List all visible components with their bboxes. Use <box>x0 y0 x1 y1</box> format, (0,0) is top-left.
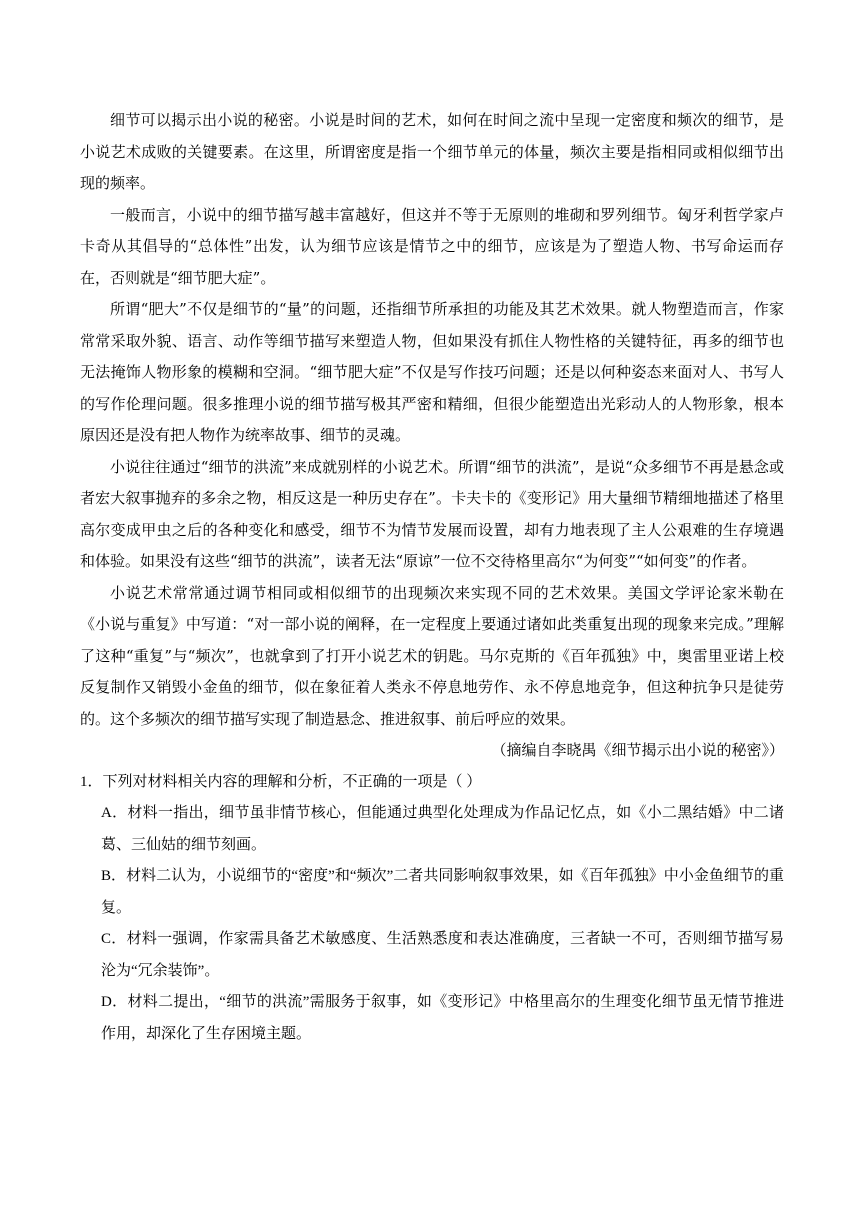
option-a[interactable]: A．材料一指出，细节虽非情节核心，但能通过典型化处理成为作品记忆点，如《小二黑结婚》中二诸葛、三仙姑的细节刻画。 <box>101 805 784 853</box>
article-paragraph-1: 细节可以揭示出小说的秘密。小说是时间的艺术，如何在时间之流中呈现一定密度和频次的细节，是小说艺术成败的关键要素。在这里，所谓密度是指一个细节单元的体量，频次主要是指相同或相似细节出现的频率。 <box>80 111 784 192</box>
article-paragraph-3: 所谓“肥大”不仅是细节的“量”的问题，还指细节所承担的功能及其艺术效果。就人物塑造而言，作家常常采取外貌、语言、动作等细节描写来塑造人物，但如果没有抓住人物性格的关键特征，再多的细节也无法掩饰人物形象的模糊和空洞。“细节肥大症”不仅是写作技巧问题；还是以何种姿态来面对人、书写人的写作伦理问题。很多推理小说的细节描写极其严密和精细，但很少能塑造出光彩动人的人物形象，根本原因还是没有把人物作为统率故事、细节的灵魂。 <box>80 300 784 444</box>
article-paragraph-2: 一般而言，小说中的细节描写越丰富越好，但这并不等于无原则的堆砌和罗列细节。匈牙利哲学家卢卡奇从其倡导的“总体性”出发，认为细节应该是情节之中的细节，应该是为了塑造人物、书写命运而存在，否则就是“细节肥大症”。 <box>80 205 784 287</box>
option-d[interactable]: D．材料二提出，“细节的洪流”需服务于叙事，如《变形记》中格里高尔的生理变化细节虽无情节推进作用，却深化了生存困境主题。 <box>101 994 784 1042</box>
document-page <box>80 105 784 1050</box>
option-c[interactable]: C．材料一强调，作家需具备艺术敏感度、生活熟悉度和表达准确度，三者缺一不可，否则细节描写易沦为“冗余装饰”。 <box>101 931 784 979</box>
article-paragraph-5: 小说艺术常常通过调节相同或相似细节的出现频次来实现不同的艺术效果。美国文学评论家米勒在《小说与重复》中写道：“对一部小说的阐释，在一定程度上要通过诸如此类重复出现的现象来完成。”理解了这种“重复”与“频次”，也就拿到了打开小说艺术的钥匙。马尔克斯的《百年孤独》中，奥雷里亚诺上校反复制作又销毁小金鱼的细节，似在象征着人类永不停息地劳作、永不停息地竞争，但这种抗争只是徒劳的。这个多频次的细节描写实现了制造悬念、推进叙事、前后呼应的效果。 <box>80 583 784 728</box>
article-source: （摘编自李晓禺《细节揭示出小说的秘密》） <box>491 741 784 759</box>
article-paragraph-4: 小说往往通过“细节的洪流”来成就别样的小说艺术。所谓“细节的洪流”，是说“众多细节不再是悬念或者宏大叙事抛弃的多余之物，相反这是一种历史存在”。卡夫卡的《变形记》用大量细节精细地描述了格里高尔变成甲虫之后的各种变化和感受，细节不为情节发展而设置，却有力地表现了主人公艰难的生存境遇和体验。如果没有这些“细节的洪流”，读者无法“原谅”一位不交待格里高尔“为何变”“如何变”的作者。 <box>80 457 784 570</box>
question-stem: 1．下列对材料相关内容的理解和分析，不正确的一项是（ ） <box>80 773 482 790</box>
option-b[interactable]: B．材料二认为，小说细节的“密度”和“频次”二者共同影响叙事效果，如《百年孤独》中小金鱼细节的重复。 <box>101 868 784 916</box>
